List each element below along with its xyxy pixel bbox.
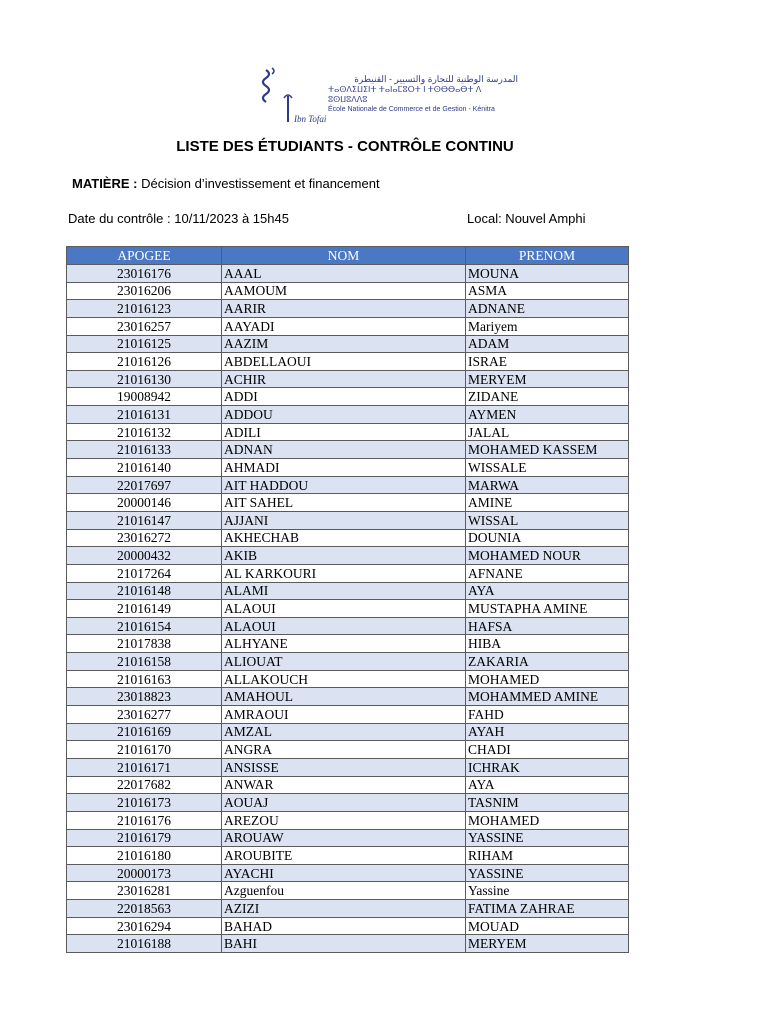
column-header-apogee: APOGEE — [67, 247, 222, 265]
cell-prenom: MERYEM — [466, 935, 629, 953]
cell-apogee: 23016176 — [67, 265, 222, 283]
table-row — [67, 406, 629, 424]
cell-nom: AREZOU — [222, 811, 466, 829]
cell-nom: AAMOUM — [222, 282, 466, 300]
cell-apogee: 21016130 — [67, 370, 222, 388]
cell-prenom: FAHD — [466, 706, 629, 724]
table-row — [67, 476, 629, 494]
cell-prenom: AFNANE — [466, 564, 629, 582]
cell-apogee: 21016179 — [67, 829, 222, 847]
cell-nom: AAAL — [222, 265, 466, 283]
cell-prenom: RIHAM — [466, 847, 629, 865]
cell-apogee: 22017682 — [67, 776, 222, 794]
table-row — [67, 882, 629, 900]
table-row — [67, 758, 629, 776]
cell-prenom: MOHAMED KASSEM — [466, 441, 629, 459]
cell-apogee: 21016169 — [67, 723, 222, 741]
cell-prenom: WISSALE — [466, 459, 629, 477]
cell-apogee: 23016257 — [67, 317, 222, 335]
cell-nom: AL KARKOURI — [222, 564, 466, 582]
exam-location: Local: Nouvel Amphi — [467, 211, 586, 226]
cell-prenom: ZAKARIA — [466, 653, 629, 671]
cell-nom: AROUAW — [222, 829, 466, 847]
table-row — [67, 353, 629, 371]
table-row — [67, 388, 629, 406]
cell-prenom: MOHAMMED AMINE — [466, 688, 629, 706]
cell-prenom: HIBA — [466, 635, 629, 653]
table-row — [67, 317, 629, 335]
cell-prenom: CHADI — [466, 741, 629, 759]
subject-value: Décision d’investissement et financement — [141, 176, 380, 191]
table-row — [67, 300, 629, 318]
cell-nom: ADDI — [222, 388, 466, 406]
table-row — [67, 917, 629, 935]
table-row — [67, 335, 629, 353]
cell-prenom: MOHAMED — [466, 670, 629, 688]
cell-prenom: MOHAMED — [466, 811, 629, 829]
cell-prenom: AYA — [466, 776, 629, 794]
cell-apogee: 21016163 — [67, 670, 222, 688]
cell-apogee: 21016133 — [67, 441, 222, 459]
cell-apogee: 21016147 — [67, 511, 222, 529]
cell-apogee: 21016132 — [67, 423, 222, 441]
cell-prenom: ZIDANE — [466, 388, 629, 406]
cell-nom: AOUAJ — [222, 794, 466, 812]
cell-prenom: AYA — [466, 582, 629, 600]
table-row — [67, 811, 629, 829]
cell-prenom: MERYEM — [466, 370, 629, 388]
cell-apogee: 22017697 — [67, 476, 222, 494]
cell-nom: AYACHI — [222, 864, 466, 882]
cell-nom: ADILI — [222, 423, 466, 441]
cell-prenom: MOUNA — [466, 265, 629, 283]
cell-prenom: FATIMA ZAHRAE — [466, 900, 629, 918]
cell-prenom: MOHAMED NOUR — [466, 547, 629, 565]
cell-prenom: JALAL — [466, 423, 629, 441]
cell-prenom: ASMA — [466, 282, 629, 300]
cell-nom: ALAOUI — [222, 617, 466, 635]
cell-nom: ABDELLAOUI — [222, 353, 466, 371]
cell-nom: ANSISSE — [222, 758, 466, 776]
table-row — [67, 441, 629, 459]
cell-nom: AMZAL — [222, 723, 466, 741]
cell-nom: AKIB — [222, 547, 466, 565]
cell-nom: AIT SAHEL — [222, 494, 466, 512]
cell-nom: ACHIR — [222, 370, 466, 388]
cell-nom: AIT HADDOU — [222, 476, 466, 494]
table-row — [67, 794, 629, 812]
cell-apogee: 23016277 — [67, 706, 222, 724]
cell-apogee: 21016123 — [67, 300, 222, 318]
cell-prenom: AYMEN — [466, 406, 629, 424]
cell-nom: AKHECHAB — [222, 529, 466, 547]
cell-apogee: 20000146 — [67, 494, 222, 512]
table-row — [67, 494, 629, 512]
cell-nom: ALAMI — [222, 582, 466, 600]
cell-prenom: ADAM — [466, 335, 629, 353]
cell-nom: AZIZI — [222, 900, 466, 918]
cell-prenom: Mariyem — [466, 317, 629, 335]
table-row — [67, 511, 629, 529]
table-row — [67, 423, 629, 441]
table-row — [67, 653, 629, 671]
table-row — [67, 776, 629, 794]
cell-apogee: 23016294 — [67, 917, 222, 935]
cell-apogee: 21017264 — [67, 564, 222, 582]
table-row — [67, 706, 629, 724]
cell-apogee: 21016173 — [67, 794, 222, 812]
cell-apogee: 22018563 — [67, 900, 222, 918]
cell-prenom: YASSINE — [466, 864, 629, 882]
table-row — [67, 282, 629, 300]
cell-apogee: 23016206 — [67, 282, 222, 300]
table-row — [67, 617, 629, 635]
table-row — [67, 670, 629, 688]
cell-prenom: WISSAL — [466, 511, 629, 529]
cell-apogee: 21016148 — [67, 582, 222, 600]
logo-script-text: Ibn Tofail — [294, 114, 326, 124]
table-row — [67, 547, 629, 565]
cell-nom: AMRAOUI — [222, 706, 466, 724]
table-row — [67, 582, 629, 600]
cell-apogee: 21016188 — [67, 935, 222, 953]
cell-nom: ADNAN — [222, 441, 466, 459]
table-row — [67, 600, 629, 618]
cell-apogee: 21016125 — [67, 335, 222, 353]
cell-prenom: HAFSA — [466, 617, 629, 635]
table-row — [67, 829, 629, 847]
column-header-nom: NOM — [222, 247, 466, 265]
table-row — [67, 935, 629, 953]
cell-nom: AARIR — [222, 300, 466, 318]
cell-nom: BAHAD — [222, 917, 466, 935]
table-row — [67, 564, 629, 582]
page-title: LISTE DES ÉTUDIANTS - CONTRÔLE CONTINU — [176, 138, 514, 155]
cell-nom: AMAHOUL — [222, 688, 466, 706]
table-row — [67, 864, 629, 882]
table-header-row — [67, 247, 629, 265]
subject-label: MATIÈRE : — [72, 176, 138, 191]
cell-prenom: AMINE — [466, 494, 629, 512]
cell-nom: AROUBITE — [222, 847, 466, 865]
table-row — [67, 741, 629, 759]
cell-apogee: 20000432 — [67, 547, 222, 565]
cell-prenom: TASNIM — [466, 794, 629, 812]
cell-prenom: DOUNIA — [466, 529, 629, 547]
cell-apogee: 23016272 — [67, 529, 222, 547]
cell-nom: ANGRA — [222, 741, 466, 759]
table-row — [67, 900, 629, 918]
cell-apogee: 21016154 — [67, 617, 222, 635]
cell-nom: ALLAKOUCH — [222, 670, 466, 688]
cell-apogee: 21016170 — [67, 741, 222, 759]
cell-prenom: ISRAE — [466, 353, 629, 371]
table-row — [67, 459, 629, 477]
cell-apogee: 21016149 — [67, 600, 222, 618]
cell-nom: ALAOUI — [222, 600, 466, 618]
cell-apogee: 21016158 — [67, 653, 222, 671]
cell-prenom: MUSTAPHA AMINE — [466, 600, 629, 618]
cell-prenom: ADNANE — [466, 300, 629, 318]
exam-date: Date du contrôle : 10/11/2023 à 15h45 — [68, 211, 289, 226]
cell-nom: Azguenfou — [222, 882, 466, 900]
cell-apogee: 19008942 — [67, 388, 222, 406]
cell-apogee: 21016171 — [67, 758, 222, 776]
logo-tifinagh-text: ⵜⴰⵙⴷⵉⵡⵉⵏⵜ ⵜⴰⵏⴰⵎⵓⵔⵜ ⵏ ⵜⵙⴱⴱⴰⴱⵜ ⴷ ⵓⵙⵡⵓⴷⴷⵓ — [328, 85, 482, 104]
cell-apogee: 21016140 — [67, 459, 222, 477]
logo-french-text: École Nationale de Commerce et de Gestion - Kénitra — [328, 106, 495, 113]
cell-apogee: 21016180 — [67, 847, 222, 865]
cell-apogee: 21016126 — [67, 353, 222, 371]
cell-apogee: 20000173 — [67, 864, 222, 882]
cell-prenom: ICHRAK — [466, 758, 629, 776]
cell-prenom: MARWA — [466, 476, 629, 494]
cell-nom: AAZIM — [222, 335, 466, 353]
cell-apogee: 21016131 — [67, 406, 222, 424]
table-row — [67, 265, 629, 283]
students-table — [66, 246, 629, 953]
table-row — [67, 688, 629, 706]
logo-arabic-text: المدرسة الوطنية للتجارة والتسيير - القنيطرة — [354, 74, 518, 84]
cell-apogee: 23016281 — [67, 882, 222, 900]
column-header-prenom: PRENOM — [466, 247, 629, 265]
ibn-tofail-emblem-icon — [258, 66, 326, 128]
cell-nom: ALIOUAT — [222, 653, 466, 671]
cell-nom: BAHI — [222, 935, 466, 953]
cell-nom: AAYADI — [222, 317, 466, 335]
cell-nom: ALHYANE — [222, 635, 466, 653]
table-row — [67, 635, 629, 653]
cell-nom: AJJANI — [222, 511, 466, 529]
table-row — [67, 529, 629, 547]
subject-line — [72, 176, 380, 191]
table-row — [67, 847, 629, 865]
cell-nom: AHMADI — [222, 459, 466, 477]
cell-apogee: 21017838 — [67, 635, 222, 653]
school-logo — [258, 66, 518, 128]
cell-nom: ANWAR — [222, 776, 466, 794]
cell-apogee: 21016176 — [67, 811, 222, 829]
cell-prenom: YASSINE — [466, 829, 629, 847]
cell-nom: ADDOU — [222, 406, 466, 424]
cell-apogee: 23018823 — [67, 688, 222, 706]
table-row — [67, 723, 629, 741]
table-row — [67, 370, 629, 388]
cell-prenom: Yassine — [466, 882, 629, 900]
cell-prenom: MOUAD — [466, 917, 629, 935]
cell-prenom: AYAH — [466, 723, 629, 741]
